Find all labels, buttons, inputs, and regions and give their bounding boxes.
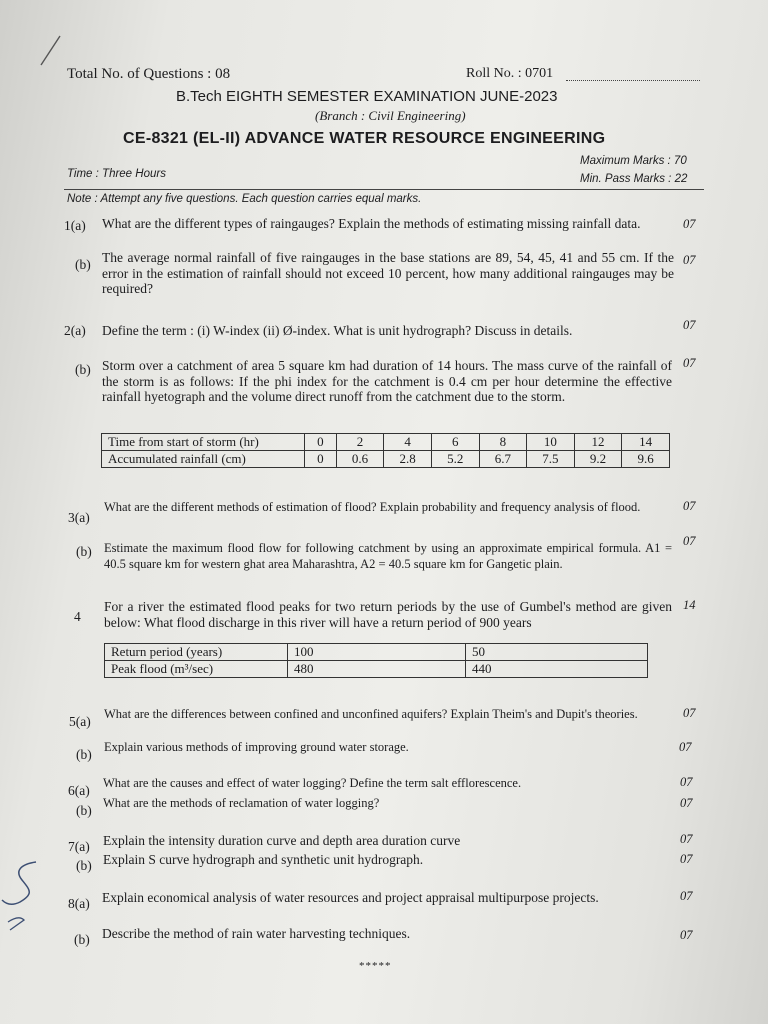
table-cell: 480 <box>288 661 466 678</box>
question-text: The average normal rainfall of five raingauges in the base stations are 89, 54, 45, 41 and 55 cm. If the error in the estimation of rainfall should not exceed 10 percent, how many additional raingauges may be required? <box>102 250 674 296</box>
table-cell: 5.2 <box>431 451 479 468</box>
question-marks: 07 <box>680 928 693 942</box>
question-text: Define the term : (i) W-index (ii) Ø-index. What is unit hydrograph? Discuss in details. <box>102 323 573 338</box>
pen-stroke-top <box>36 34 66 68</box>
maximum-marks: Maximum Marks : 70 <box>580 155 687 167</box>
table-row-label: Return period (years) <box>105 644 288 661</box>
total-questions: Total No. of Questions : 08 <box>67 66 231 82</box>
question-number: (b) <box>76 544 92 559</box>
roll-underline <box>566 80 700 81</box>
question-text: What are the causes and effect of water logging? Define the term salt efflorescence. <box>103 776 522 790</box>
question-text: Describe the method of rain water harvesting techniques. <box>102 926 411 941</box>
question-text: What are the differences between confined and unconfined aquifers? Explain Theim's and Dupit's theories. <box>104 707 638 721</box>
question-marks: 14 <box>683 598 696 612</box>
question-number: (b) <box>75 362 91 377</box>
branch-line: (Branch : Civil Engineering) <box>315 108 466 123</box>
question-marks: 07 <box>683 318 696 332</box>
table-cell: 9.2 <box>574 451 622 468</box>
flood-table <box>104 643 648 678</box>
table-row <box>105 644 648 661</box>
question-marks: 07 <box>683 356 696 370</box>
question-text: Explain S curve hydrograph and synthetic unit hydrograph. <box>103 852 424 867</box>
question-marks: 07 <box>683 253 696 267</box>
table-row <box>102 451 670 468</box>
question-marks: 07 <box>680 889 693 903</box>
course-title: CE-8321 (EL-II) ADVANCE WATER RESOURCE ENGINEERING <box>123 130 606 147</box>
storm-table <box>101 433 670 468</box>
question-marks: 07 <box>683 534 696 548</box>
table-cell: 0.6 <box>336 451 384 468</box>
pen-scribble-margin <box>0 858 46 936</box>
table-cell: 0 <box>305 434 337 451</box>
question-marks: 07 <box>680 852 693 866</box>
question-number: 3(a) <box>68 510 90 525</box>
question-marks: 07 <box>680 775 693 789</box>
end-mark: ***** <box>359 960 392 972</box>
exam-title: B.Tech EIGHTH SEMESTER EXAMINATION JUNE-2023 <box>176 88 558 105</box>
table-cell: 100 <box>288 644 466 661</box>
header-rule <box>64 189 704 190</box>
question-number: 4 <box>74 609 81 624</box>
table-cell: 4 <box>384 434 432 451</box>
note-line: Note : Attempt any five questions. Each question carries equal marks. <box>67 193 422 205</box>
table-row <box>105 661 648 678</box>
table-cell: 2 <box>336 434 384 451</box>
question-marks: 07 <box>683 217 696 231</box>
table-cell: 10 <box>527 434 575 451</box>
question-marks: 07 <box>683 706 696 720</box>
table-cell: 14 <box>622 434 670 451</box>
question-number: 5(a) <box>69 714 91 729</box>
question-number: 1(a) <box>64 218 86 233</box>
question-number: 6(a) <box>68 783 90 798</box>
question-number: (b) <box>76 803 92 818</box>
question-number: 7(a) <box>68 839 90 854</box>
table-row-label: Peak flood (m³/sec) <box>105 661 288 678</box>
question-marks: 07 <box>680 832 693 846</box>
question-number: (b) <box>76 858 92 873</box>
question-text: What are the different methods of estimation of flood? Explain probability and frequency analysis of flood. <box>104 500 641 514</box>
table-cell: 2.8 <box>384 451 432 468</box>
table-cell: 12 <box>574 434 622 451</box>
question-text: What are the methods of reclamation of water logging? <box>103 796 380 810</box>
question-text: Explain various methods of improving ground water storage. <box>104 740 409 754</box>
question-text: Explain the intensity duration curve and depth area duration curve <box>103 833 461 848</box>
table-cell: 7.5 <box>527 451 575 468</box>
table-cell: 6 <box>431 434 479 451</box>
question-number: 8(a) <box>68 896 90 911</box>
question-text: What are the different types of raingauges? Explain the methods of estimating missing rainfall data. <box>102 216 641 231</box>
table-cell: 9.6 <box>622 451 670 468</box>
question-number: (b) <box>74 932 90 947</box>
min-pass-marks: Min. Pass Marks : 22 <box>580 173 688 185</box>
table-cell: 50 <box>466 644 648 661</box>
table-cell: 440 <box>466 661 648 678</box>
question-number: (b) <box>76 747 92 762</box>
table-row-label: Time from start of storm (hr) <box>102 434 305 451</box>
time-allowed: Time : Three Hours <box>67 168 166 180</box>
table-cell: 6.7 <box>479 451 527 468</box>
question-text: Storm over a catchment of area 5 square km had duration of 14 hours. The mass curve of the rainfall of the storm is as follows: If the phi index for the catchment is 0.4 cm per hour determine the effective rainfall hyetograph and the volume direct runoff from the catchment due to the storm. <box>102 358 672 404</box>
question-text: Explain economical analysis of water resources and project appraisal multipurpose projects. <box>102 890 599 905</box>
question-number: (b) <box>75 257 91 272</box>
question-marks: 07 <box>679 740 692 754</box>
question-number: 2(a) <box>64 323 86 338</box>
roll-number: Roll No. : 0701 <box>466 66 554 81</box>
question-text: Estimate the maximum flood flow for following catchment by using an approximate empirical formula. A1 = 40.5 square km for western ghat area Maharashtra, A2 = 40.5 square km for Gangetic plain. <box>104 541 672 571</box>
table-cell: 8 <box>479 434 527 451</box>
table-cell: 0 <box>305 451 337 468</box>
question-marks: 07 <box>683 499 696 513</box>
question-marks: 07 <box>680 796 693 810</box>
table-row-label: Accumulated rainfall (cm) <box>102 451 305 468</box>
table-row <box>102 434 670 451</box>
question-text: For a river the estimated flood peaks for two return periods by the use of Gumbel's method are given below: What flood discharge in this river will have a return period of 900 years <box>104 599 672 630</box>
